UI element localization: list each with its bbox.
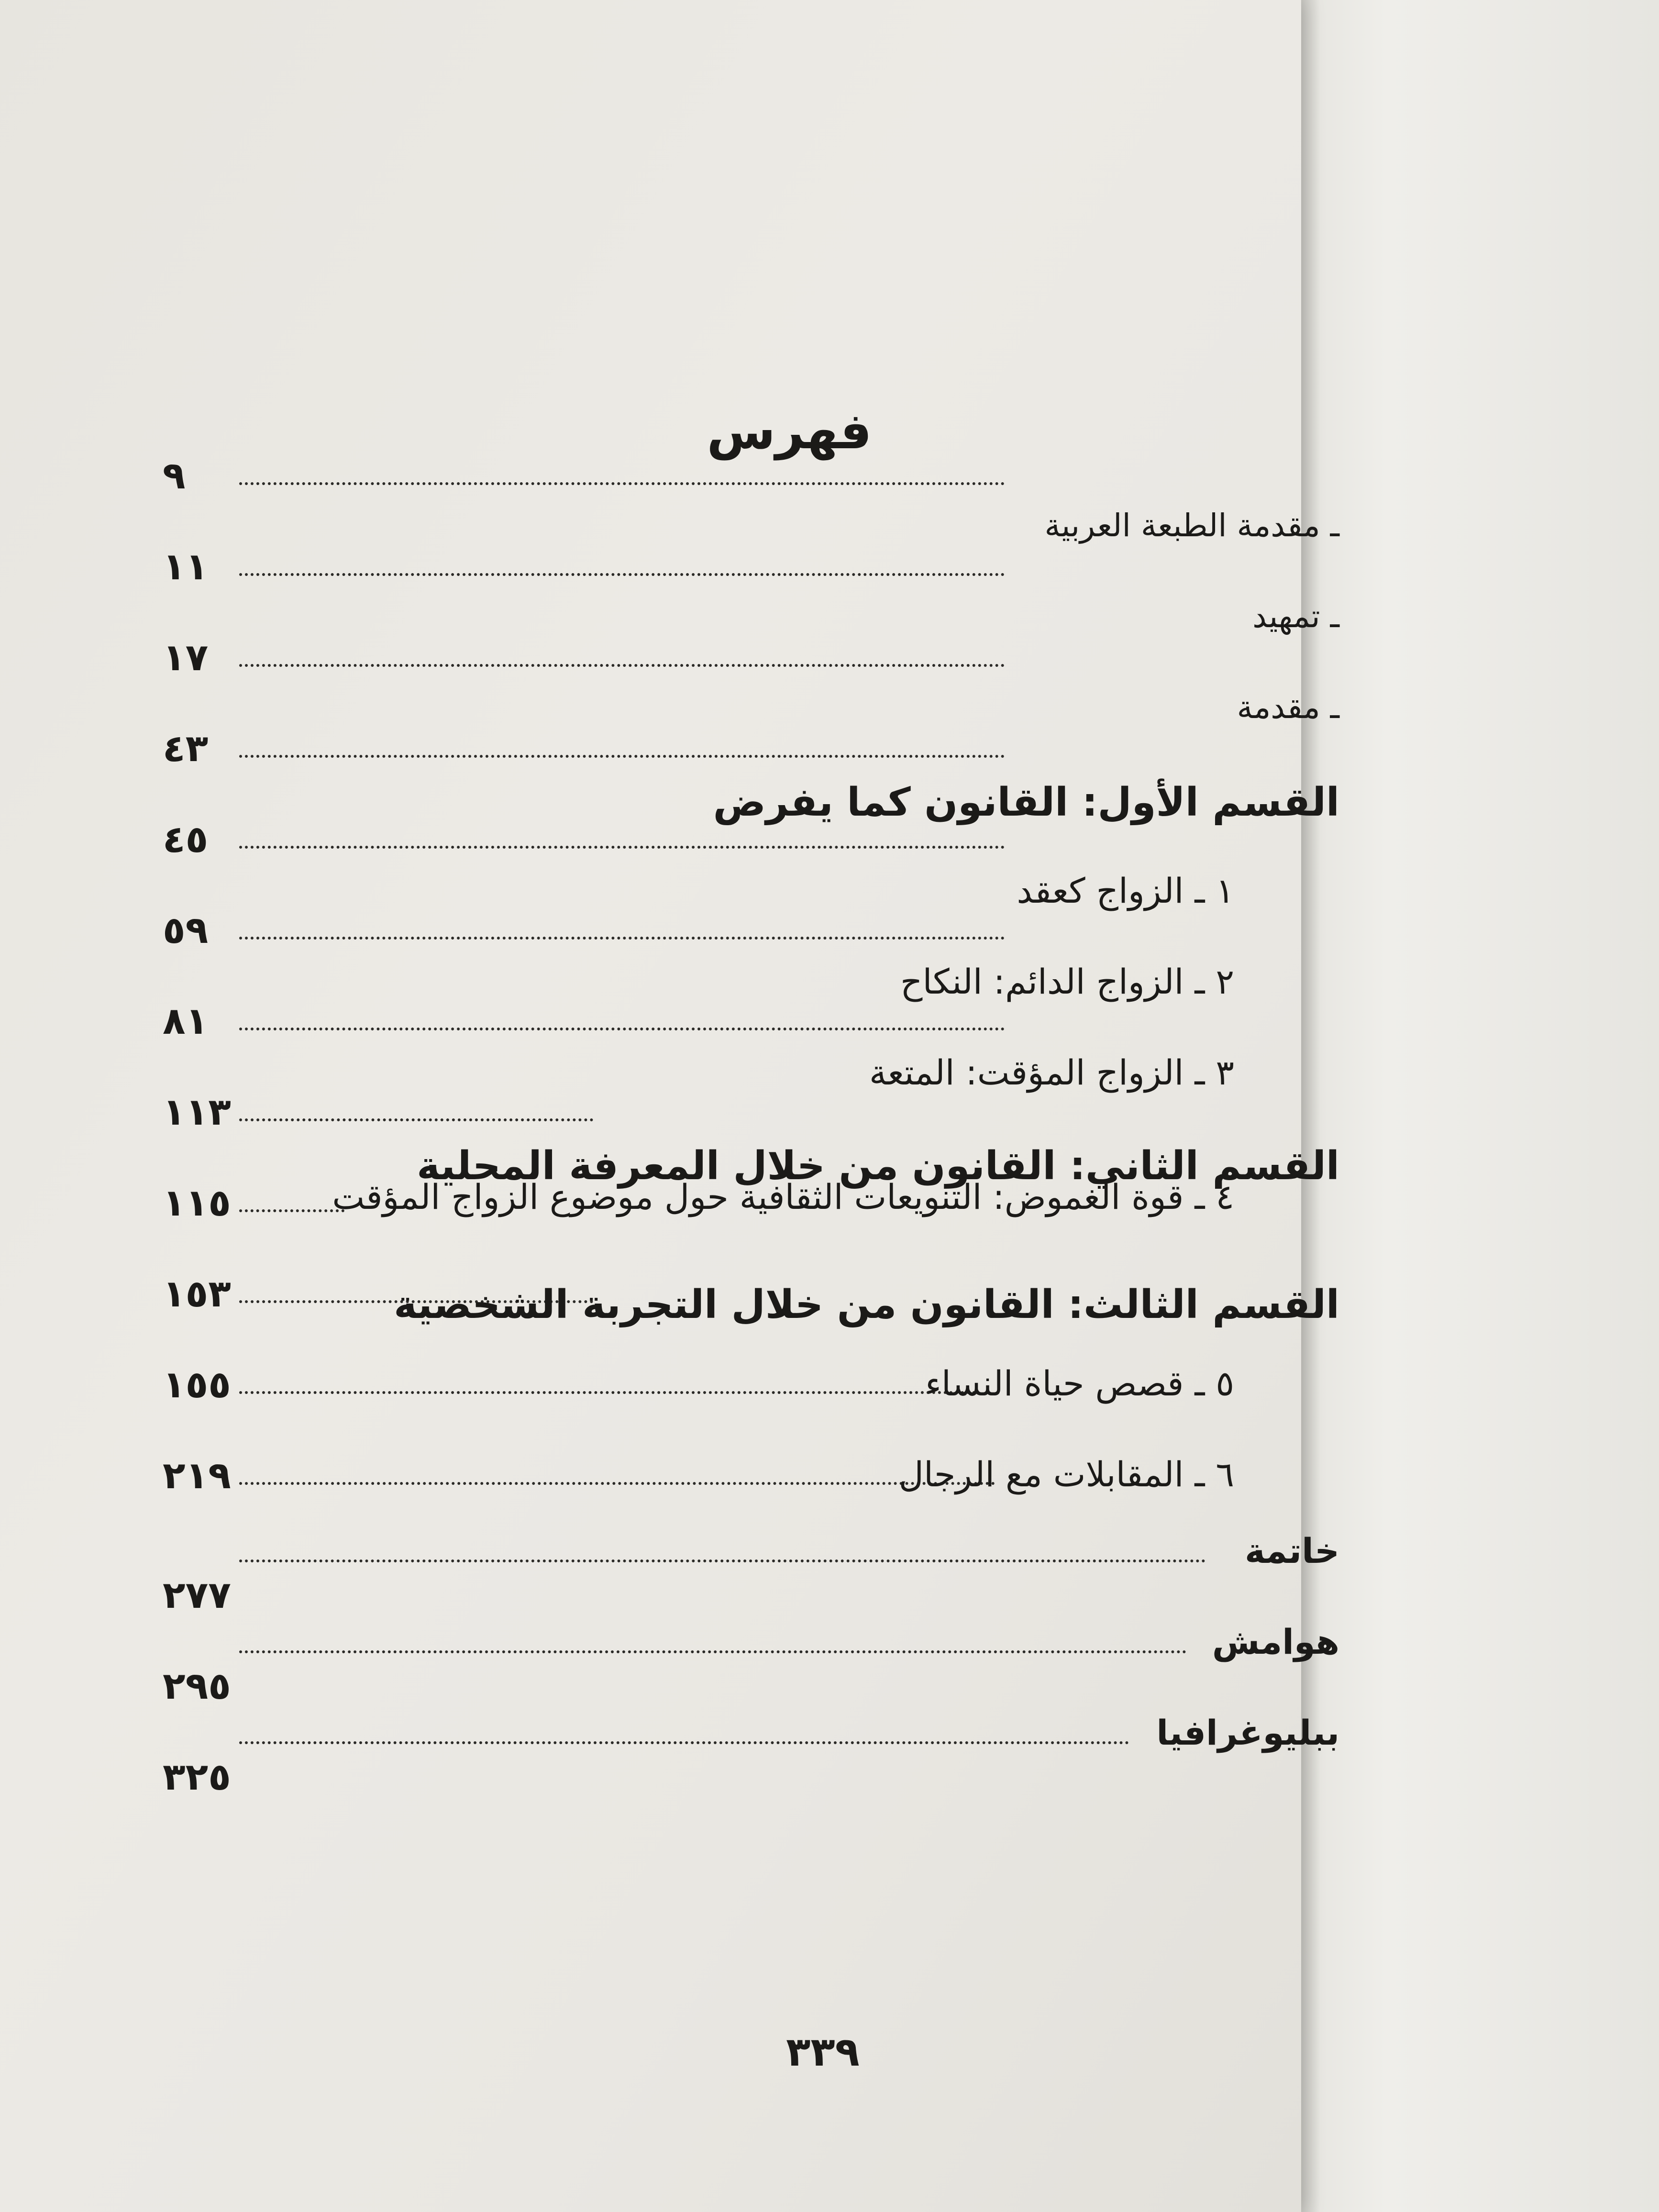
- toc-page-number: ١١: [163, 545, 209, 588]
- dot-leader: [239, 1559, 1206, 1562]
- toc-entry: [163, 545, 1339, 651]
- toc-entry: [163, 909, 1339, 1014]
- toc-page-number: ١٧: [163, 636, 209, 679]
- dot-leader: [239, 1209, 344, 1212]
- toc-page-number: ٨١: [163, 1000, 209, 1043]
- toc-entry-label: ٣ ـ الزواج المؤقت: المتعة: [869, 1052, 1234, 1093]
- toc-entry: [163, 636, 1339, 741]
- table-of-contents: [163, 454, 1339, 1832]
- toc-page-number: ٩: [163, 454, 186, 498]
- toc-entry: [163, 454, 1339, 560]
- dot-leader: [239, 482, 1005, 485]
- dot-leader: [239, 1391, 976, 1394]
- toc-page-number: ٥٩: [163, 909, 209, 952]
- toc-entry-label: ٢ ـ الزواج الدائم: النكاح: [900, 962, 1234, 1002]
- toc-page-number: ٢٩٥: [163, 1665, 231, 1708]
- dot-leader: [239, 1028, 1005, 1030]
- dot-leader: [239, 755, 1005, 758]
- toc-page-number: ٢١٩: [163, 1454, 231, 1497]
- dot-leader: [239, 1482, 995, 1485]
- toc-entry: [163, 1000, 1339, 1105]
- dot-leader: [239, 937, 1005, 940]
- toc-entry-label: ـ مقدمة: [1237, 689, 1339, 726]
- toc-page-number: ١٥٣: [163, 1272, 231, 1316]
- toc-entry-label: هوامش: [1212, 1622, 1339, 1662]
- toc-entry-label: ـ تمهيد: [1252, 598, 1339, 635]
- toc-page-number: ٤٣: [163, 727, 209, 770]
- toc-entry-label: ببليوغرافيا: [1156, 1713, 1339, 1753]
- toc-entry-label: ـ مقدمة الطبعة العربية: [1044, 507, 1339, 544]
- toc-page-number: ١١٥: [163, 1182, 231, 1225]
- toc-page-number: ٣٢٥: [163, 1756, 231, 1799]
- toc-entry: [163, 1531, 1339, 1650]
- dot-leader: [239, 846, 1005, 849]
- dot-leader: [239, 1118, 593, 1121]
- toc-entry-label: ٥ ـ قصص حياة النساء: [925, 1363, 1234, 1404]
- toc-title: فهرس: [707, 402, 872, 460]
- toc-entry-label: ٤ ـ قوة الغموض: التنويعات الثقافية حول موضوع الزواج المؤقت: [332, 1177, 1234, 1217]
- toc-entry-label: القسم الثاني: القانون من خلال المعرفة المحلية: [417, 1143, 1339, 1189]
- toc-entry-label: ٦ ـ المقابلات مع الرجال: [898, 1454, 1234, 1494]
- dot-leader: [239, 573, 1005, 576]
- toc-page-number: ١١٣: [163, 1091, 231, 1134]
- toc-entry-label: ١ ـ الزواج كعقد: [1017, 871, 1234, 911]
- toc-entry-label: خاتمة: [1245, 1531, 1339, 1571]
- toc-page-number: ١٥٥: [163, 1363, 231, 1406]
- toc-entry: [163, 1177, 1339, 1287]
- toc-entry-label: القسم الأول: القانون كما يفرض: [713, 780, 1339, 825]
- dot-leader: [239, 1741, 1129, 1744]
- toc-page-number: ٤٥: [163, 818, 209, 861]
- dot-leader: [239, 1650, 1186, 1653]
- toc-entry: [163, 1713, 1339, 1832]
- toc-entry: [163, 1454, 1339, 1559]
- dot-leader: [239, 664, 1005, 667]
- toc-entry-label: القسم الثالث: القانون من خلال التجربة الشخصية: [394, 1282, 1339, 1327]
- page-number: ٣٣٩: [786, 2028, 860, 2075]
- toc-entry: [163, 727, 1339, 832]
- toc-page-number: ٢٧٧: [163, 1574, 231, 1617]
- facing-page: [1292, 0, 1659, 2212]
- toc-entry: [163, 818, 1339, 923]
